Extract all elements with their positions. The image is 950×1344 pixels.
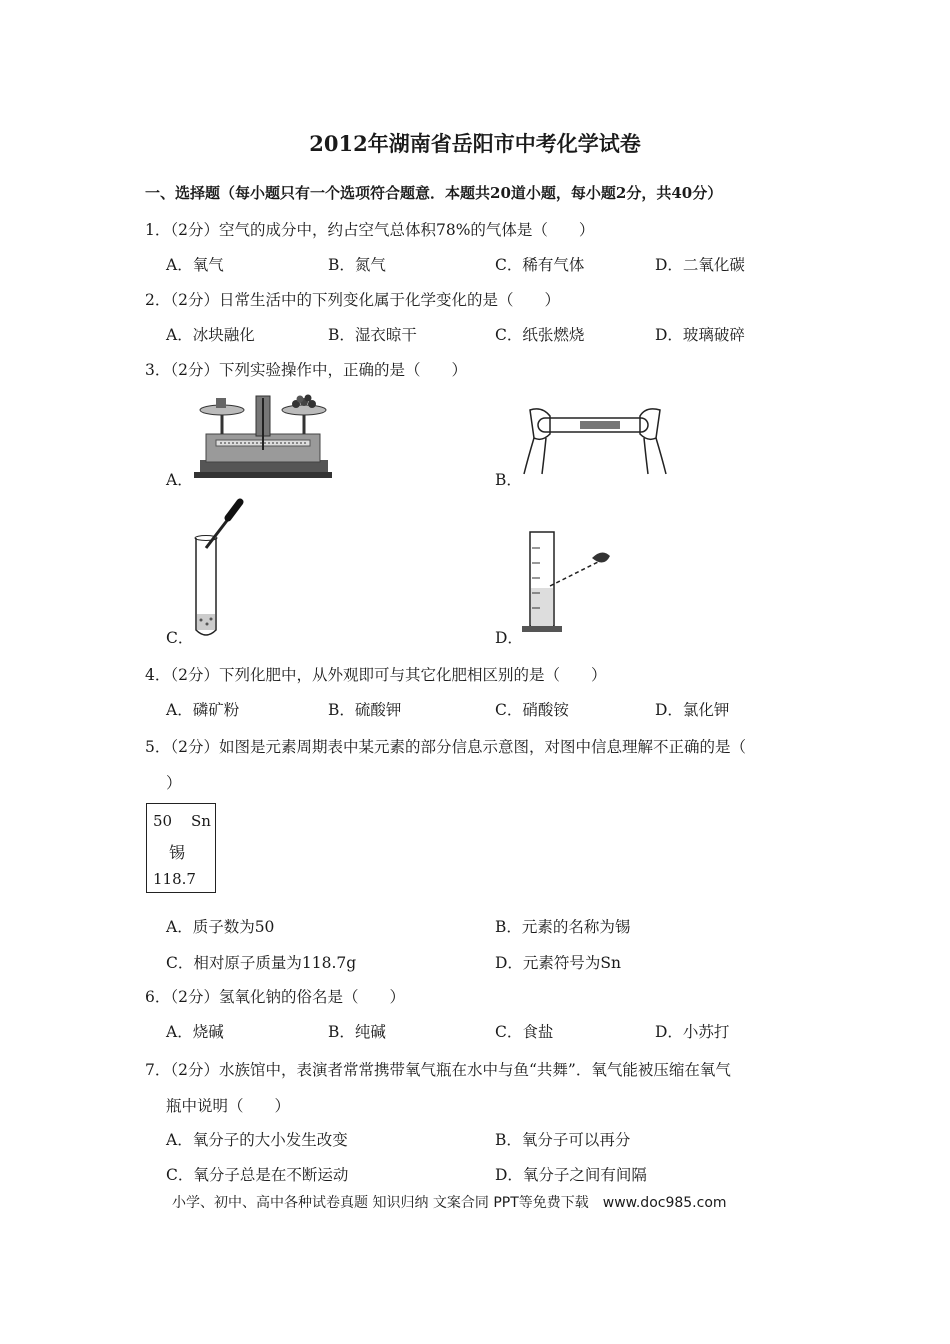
question-7-stem-cont: 瓶中说明（ ） <box>166 1097 291 1115</box>
q6-option-a: A．烧碱 <box>166 1023 224 1041</box>
q5-option-b: B．元素的名称为锡 <box>495 918 631 936</box>
balance-scale-figure <box>192 390 334 480</box>
q1-option-a: A．氧气 <box>166 256 224 274</box>
q2-option-d: D．玻璃破碎 <box>655 326 745 344</box>
q3-option-c: C． <box>166 629 194 647</box>
element-name: 锡 <box>169 843 186 862</box>
q6-option-d: D．小苏打 <box>655 1023 730 1041</box>
footer-banner: 小学、初中、高中各种试卷真题 知识归纳 文案合同 PPT等免费下载 www.doc985.com <box>172 1195 727 1211</box>
q6-option-c: C．食盐 <box>495 1023 554 1041</box>
q4-option-b: B．硫酸钾 <box>328 701 402 719</box>
question-6-stem: 6．（2分）氢氧化钠的俗名是（ ） <box>145 988 405 1006</box>
q7-option-a: A．氧分子的大小发生改变 <box>166 1131 348 1149</box>
q3-option-d: D． <box>495 629 523 647</box>
q3-option-b: B． <box>495 471 522 489</box>
q2-option-a: A．冰块融化 <box>166 326 255 344</box>
q4-option-d: D．氯化钾 <box>655 701 730 719</box>
question-5-stem-cont: ） <box>166 774 182 792</box>
element-atomic-mass: 118.7 <box>153 870 196 888</box>
element-symbol: Sn <box>191 812 211 830</box>
page-title: 2012年湖南省岳阳市中考化学试卷 <box>309 131 641 156</box>
question-1-stem: 1．（2分）空气的成分中，约占空气总体积78%的气体是（ ） <box>145 221 595 239</box>
graduated-cylinder-figure <box>520 528 615 638</box>
q2-option-c: C．纸张燃烧 <box>495 326 585 344</box>
q1-option-c: C．稀有气体 <box>495 256 585 274</box>
question-4-stem: 4．（2分）下列化肥中，从外观即可与其它化肥相区别的是（ ） <box>145 666 607 684</box>
q7-option-d: D．氧分子之间有间隔 <box>495 1166 647 1184</box>
dropper-test-tube-figure <box>188 498 248 640</box>
q5-option-d: D．元素符号为Sn <box>495 954 622 972</box>
question-3-stem: 3．（2分）下列实验操作中，正确的是（ ） <box>145 361 467 379</box>
q7-option-b: B．氧分子可以再分 <box>495 1131 631 1149</box>
q1-option-b: B．氮气 <box>328 256 386 274</box>
element-atomic-number: 50 <box>153 812 173 830</box>
question-5-stem: 5．（2分）如图是元素周期表中某元素的部分信息示意图，对图中信息理解不正确的是（ <box>145 738 746 756</box>
q3-option-a: A． <box>166 471 193 489</box>
section-heading: 一、选择题（每小题只有一个选项符合题意．本题共20道小题，每小题2分，共40分） <box>145 184 723 202</box>
q4-option-a: A．磷矿粉 <box>166 701 240 719</box>
question-2-stem: 2．（2分）日常生活中的下列变化属于化学变化的是（ ） <box>145 291 560 309</box>
q5-option-c: C．相对原子质量为118.7g <box>166 954 357 972</box>
q4-option-c: C．硝酸铵 <box>495 701 569 719</box>
element-card <box>146 803 216 893</box>
q6-option-b: B．纯碱 <box>328 1023 386 1041</box>
test-tube-hands-figure <box>520 398 670 476</box>
question-7-stem: 7．（2分）水族馆中，表演者常常携带氧气瓶在水中与鱼“共舞”．氧气能被压缩在氧气 <box>145 1061 731 1079</box>
q2-option-b: B．湿衣晾干 <box>328 326 417 344</box>
q5-option-a: A．质子数为50 <box>166 918 275 936</box>
q1-option-d: D．二氧化碳 <box>655 256 745 274</box>
q7-option-c: C．氧分子总是在不断运动 <box>166 1166 349 1184</box>
